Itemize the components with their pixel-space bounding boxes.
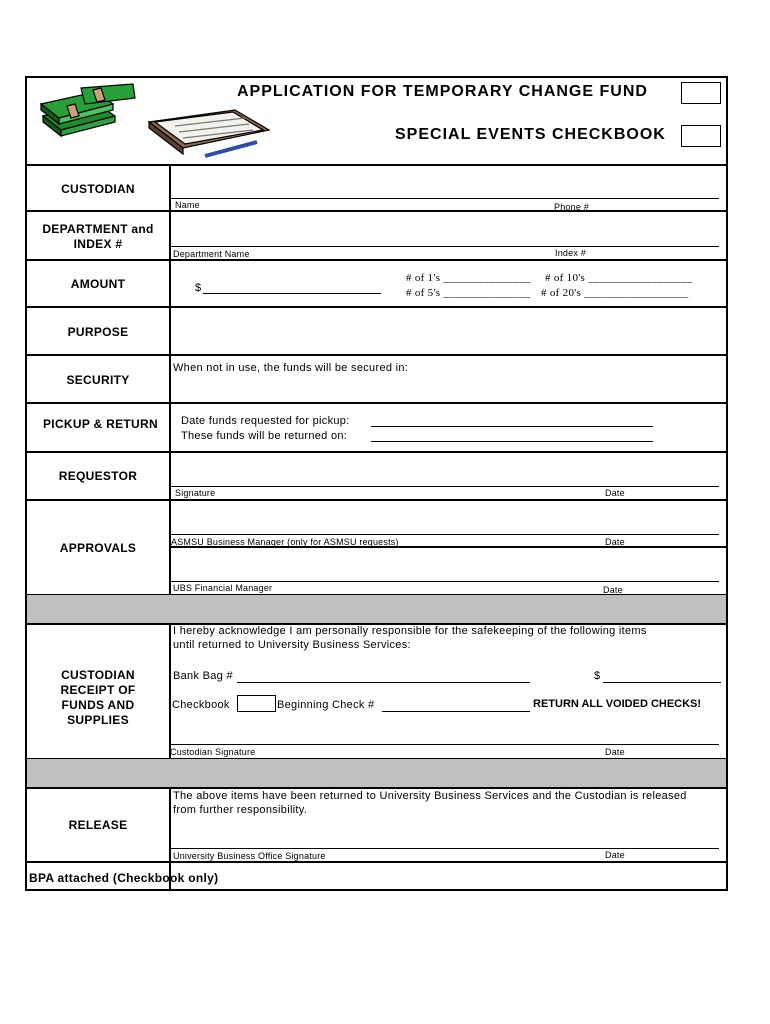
department-label: DEPARTMENT and INDEX # — [42, 222, 154, 251]
custodian-name-field[interactable] — [171, 166, 721, 198]
ubs-caption: UBS Financial Manager — [173, 583, 273, 593]
security-label: SECURITY — [66, 373, 130, 387]
custodian-label: CUSTODIAN — [61, 182, 135, 196]
department-caption: Department Name — [173, 249, 250, 259]
money-stack-icon — [37, 82, 137, 138]
checkbook-receipt-checkbox[interactable] — [237, 695, 276, 712]
department-field[interactable] — [171, 212, 721, 246]
return-voided-checks: RETURN ALL VOIDED CHECKS! — [533, 698, 702, 710]
acknowledge-line-1: I hereby acknowledge I am personally responsible for the safekeeping of the following items — [173, 625, 647, 637]
bank-bag-field[interactable] — [237, 682, 530, 683]
amount-dollar-sign: $ — [195, 282, 202, 294]
ones-count: # of 1's _______________ — [406, 272, 531, 284]
release-text-2: from further responsibility. — [173, 804, 308, 816]
index-caption: Index # — [555, 248, 586, 258]
purpose-field[interactable] — [171, 308, 721, 352]
security-field[interactable] — [171, 376, 721, 400]
twenties-count: # of 20's __________________ — [541, 287, 689, 299]
return-text: These funds will be returned on: — [181, 430, 348, 442]
custodian-date-caption: Date — [605, 747, 625, 757]
fives-count: # of 5's _______________ — [406, 287, 531, 299]
pickup-text: Date funds requested for pickup: — [181, 415, 350, 427]
beginning-check-field[interactable] — [382, 711, 530, 712]
approvals-label: APPROVALS — [59, 541, 137, 555]
release-signature-caption: University Business Office Signature — [173, 851, 326, 861]
phone-caption: Phone # — [554, 202, 589, 212]
release-date-caption: Date — [605, 850, 625, 860]
requestor-label: REQUESTOR — [58, 469, 138, 483]
receipt-dollar-sign: $ — [594, 670, 601, 682]
acknowledge-line-2: until returned to University Business Services: — [173, 639, 411, 651]
application-form — [25, 76, 728, 891]
checkbook-pen-icon — [145, 102, 273, 164]
divider-band — [27, 595, 726, 623]
release-label: RELEASE — [68, 818, 128, 832]
requestor-date-caption: Date — [605, 488, 625, 498]
security-text: When not in use, the funds will be secured in: — [173, 362, 409, 374]
receipt-amount-field[interactable] — [603, 682, 721, 683]
amount-label: AMOUNT — [70, 277, 126, 291]
amount-field[interactable] — [203, 293, 381, 294]
requestor-signature-field[interactable] — [171, 453, 721, 486]
pickup-date-field[interactable] — [371, 426, 653, 427]
release-signature-field[interactable] — [171, 820, 721, 848]
asmsu-caption: ASMSU Business Manager (only for ASMSU requests) — [171, 537, 399, 547]
checkbook-title: SPECIAL EVENTS CHECKBOOK — [395, 126, 666, 143]
ubs-signature-field[interactable] — [171, 548, 721, 581]
form-title: APPLICATION FOR TEMPORARY CHANGE FUND — [237, 83, 648, 100]
bpa-attached: BPA attached (Checkbook only) — [29, 871, 219, 885]
checkbook-label: Checkbook — [172, 699, 230, 711]
purpose-label: PURPOSE — [67, 325, 129, 339]
requestor-signature-caption: Signature — [175, 488, 216, 498]
ubs-date-caption: Date — [603, 585, 623, 595]
beginning-check-label: Beginning Check # — [277, 699, 375, 711]
custodian-signature-caption: Custodian Signature — [170, 747, 256, 757]
asmsu-signature-field[interactable] — [171, 501, 721, 534]
asmsu-date-caption: Date — [605, 537, 625, 547]
divider-band — [27, 759, 726, 787]
change-fund-checkbox[interactable] — [681, 82, 721, 104]
checkbook-checkbox[interactable] — [681, 125, 721, 147]
tens-count: # of 10's __________________ — [545, 272, 693, 284]
receipt-label: CUSTODIAN RECEIPT OF FUNDS AND SUPPLIES — [60, 668, 136, 727]
bank-bag-label: Bank Bag # — [173, 670, 233, 682]
name-caption: Name — [175, 200, 200, 210]
release-text-1: The above items have been returned to University Business Services and the Custodian is released — [173, 790, 687, 802]
pickup-return-label: PICKUP & RETURN — [43, 417, 158, 431]
return-date-field[interactable] — [371, 441, 653, 442]
custodian-signature-field[interactable] — [171, 718, 721, 744]
